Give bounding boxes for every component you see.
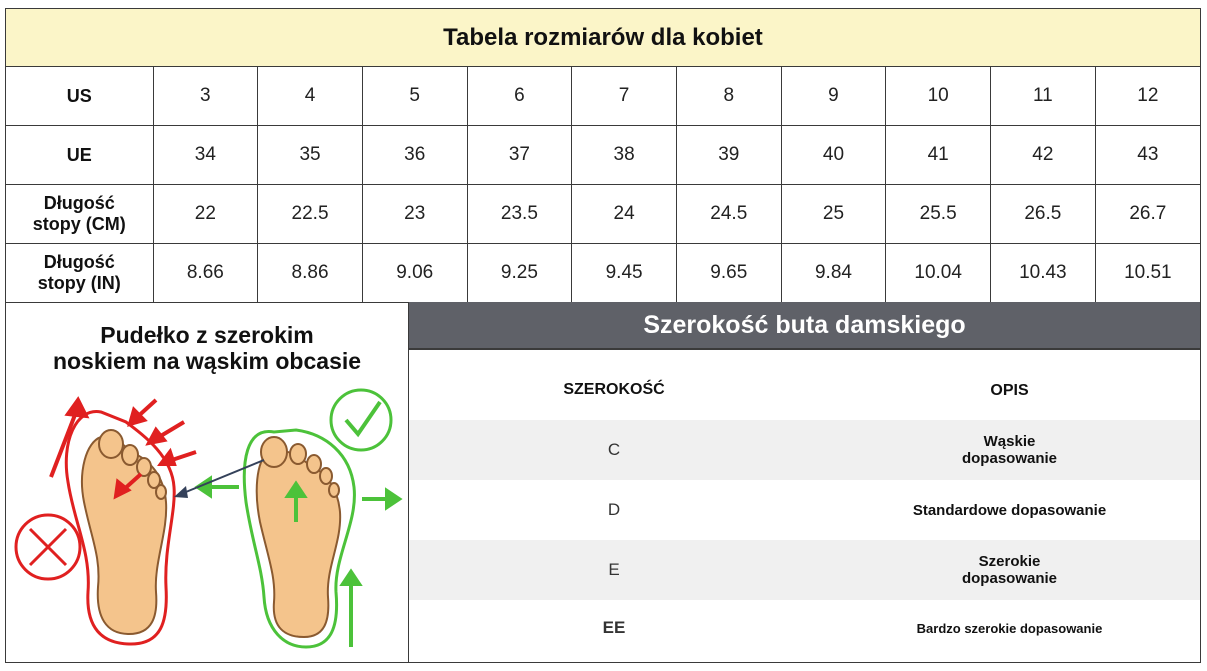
width-column-header: SZEROKOŚĆ [563,381,665,398]
right-toe-5 [329,483,339,497]
size-cell: 8.86 [258,244,363,303]
width-code: E [608,560,620,579]
size-row-label: US [6,67,153,126]
wrong-x-icon [16,515,80,579]
width-row [409,540,1200,600]
size-cell: 8 [676,67,781,126]
size-cell: 7 [572,67,677,126]
left-foot [82,436,166,634]
size-cell: 3 [153,67,258,126]
size-cell: 39 [676,126,781,185]
size-cell: 12 [1095,67,1200,126]
size-cell: 22 [153,185,258,244]
right-toe-2 [290,444,306,464]
right-toe-4 [320,468,332,484]
size-row-label: UE [6,126,153,185]
size-cell: 35 [258,126,363,185]
size-row-label: Długość stopy (IN) [6,244,153,303]
size-cell: 8.66 [153,244,258,303]
size-cell: 24.5 [676,185,781,244]
right-toe-3 [307,455,321,473]
illustration-title-line1: Pudełko z szerokim [100,322,314,348]
size-cell: 40 [781,126,886,185]
size-row [6,244,1200,303]
size-cell: 9.06 [362,244,467,303]
size-cell: 23 [362,185,467,244]
chart-title: Tabela rozmiarów dla kobiet [6,9,1200,67]
width-code: C [607,440,621,459]
size-cell: 10.43 [991,244,1096,303]
size-chart [5,8,1201,663]
right-big-toe [261,437,287,467]
size-cell: 34 [153,126,258,185]
size-cell: 9.84 [781,244,886,303]
size-cell: 37 [467,126,572,185]
size-cell: 4 [258,67,363,126]
size-cell: 22.5 [258,185,363,244]
size-cell: 26.5 [991,185,1096,244]
left-big-toe [99,430,123,458]
size-cell: 38 [572,126,677,185]
left-toe-5 [156,485,166,499]
size-row-label: Długość stopy (CM) [6,185,153,244]
size-cell: 36 [362,126,467,185]
size-table [6,67,1200,303]
size-cell: 23.5 [467,185,572,244]
width-table-panel [409,302,1200,662]
size-cell: 41 [886,126,991,185]
width-table-title: Szerokość buta damskiego [409,302,1200,350]
width-code: EE [602,618,626,637]
width-row [409,420,1200,480]
size-cell: 9.25 [467,244,572,303]
size-cell: 25.5 [886,185,991,244]
size-cell: 11 [991,67,1096,126]
left-toe-2 [122,445,138,465]
foot-comparison-illustration [6,382,409,660]
width-table-header-row [409,360,1200,420]
size-row [6,185,1200,244]
width-row [409,480,1200,540]
size-cell: 10.04 [886,244,991,303]
width-description: Standardowe dopasowanie [912,501,1107,519]
size-cell: 10.51 [1095,244,1200,303]
width-row [409,600,1200,656]
size-cell: 25 [781,185,886,244]
size-cell: 6 [467,67,572,126]
width-description: Bardzo szerokie dopasowanie [916,620,1103,636]
width-description: Szerokie dopasowanie [961,553,1058,587]
size-cell: 26.7 [1095,185,1200,244]
illustration-title-line2: noskiem na wąskim obcasie [52,348,362,374]
size-cell: 43 [1095,126,1200,185]
size-cell: 5 [362,67,467,126]
illustration-title [6,322,408,374]
size-cell: 42 [991,126,1096,185]
toe-box-illustration-panel [6,302,409,662]
size-cell: 9.65 [676,244,781,303]
size-cell: 10 [886,67,991,126]
size-row [6,126,1200,185]
size-cell: 9.45 [572,244,677,303]
size-cell: 9 [781,67,886,126]
size-row [6,67,1200,126]
correct-check-icon [331,390,391,450]
size-cell: 24 [572,185,677,244]
width-description: Wąskie dopasowanie [961,433,1058,467]
width-code: D [607,500,621,519]
description-column-header: OPIS [990,381,1029,399]
